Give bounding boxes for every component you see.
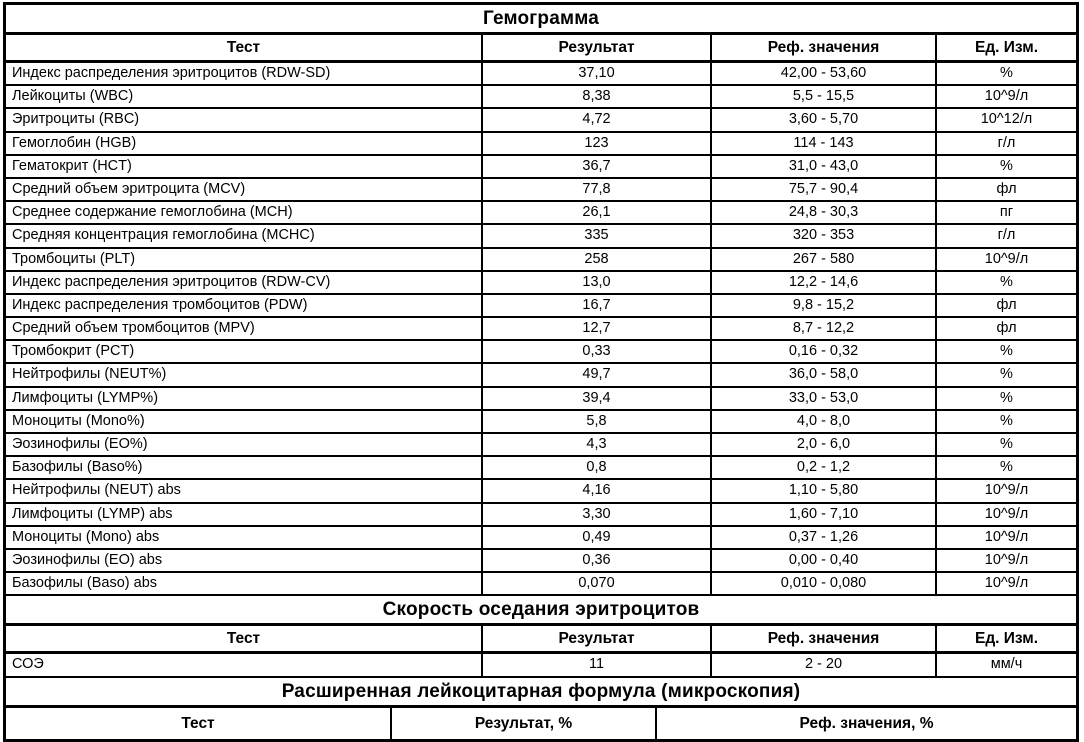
unit-cell: пг xyxy=(999,204,1014,221)
unit-cell: 10^12/л xyxy=(980,111,1033,128)
test-name-cell: Базофилы (Baso%) xyxy=(6,457,483,478)
table-row xyxy=(6,654,1076,677)
ref-range-cell: 114 - 143 xyxy=(712,133,937,154)
table-row xyxy=(6,179,1076,202)
table-row xyxy=(6,480,1076,503)
ref-range-cell: 0,37 - 1,26 xyxy=(712,527,937,548)
table-row xyxy=(6,573,1076,596)
test-name-cell: Индекс распределения эритроцитов (RDW-SD) xyxy=(6,63,483,84)
ref-range-cell: 36,0 - 58,0 xyxy=(712,364,937,385)
column-header: Тест xyxy=(6,708,392,739)
table-row xyxy=(6,295,1076,318)
unit-cell: % xyxy=(1000,412,1013,429)
ref-range-cell: 3,60 - 5,70 xyxy=(712,109,937,130)
section-title-hemogram: Гемограмма xyxy=(6,5,1076,35)
test-name-cell: Средний объем эритроцита (MCV) xyxy=(6,179,483,200)
column-header: Ед. Изм. xyxy=(974,39,1039,56)
table-row xyxy=(6,318,1076,341)
ref-range-cell: 42,00 - 53,60 xyxy=(712,63,937,84)
ref-range-cell: 33,0 - 53,0 xyxy=(712,388,937,409)
ref-range-cell: 0,16 - 0,32 xyxy=(712,341,937,362)
result-cell: 13,0 xyxy=(483,272,712,293)
table-row xyxy=(6,341,1076,364)
unit-cell: фл xyxy=(996,296,1017,313)
column-header: Реф. значения, % xyxy=(799,714,934,732)
ref-range-cell: 0,00 - 0,40 xyxy=(712,550,937,571)
column-header: Реф. значения xyxy=(712,626,937,651)
ref-range-cell: 267 - 580 xyxy=(712,249,937,270)
test-name-cell: Нейтрофилы (NEUT%) xyxy=(6,364,483,385)
section-hemogram xyxy=(6,5,1076,596)
result-cell: 3,30 xyxy=(483,504,712,525)
unit-cell: % xyxy=(1000,65,1013,81)
table-row xyxy=(6,109,1076,132)
test-name-cell: Тромбоциты (PLT) xyxy=(6,249,483,270)
unit-cell: г/л xyxy=(997,227,1016,244)
table-row xyxy=(6,156,1076,179)
table-row xyxy=(6,63,1076,86)
result-cell: 37,10 xyxy=(483,63,712,84)
unit-cell: % xyxy=(1000,273,1013,290)
table-row xyxy=(6,364,1076,387)
ref-range-cell: 2,0 - 6,0 xyxy=(712,434,937,455)
test-name-cell: Лимфоциты (LYMP%) xyxy=(6,388,483,409)
test-name-cell: Среднее содержание гемоглобина (MCH) xyxy=(6,202,483,223)
unit-cell: 10^9/л xyxy=(984,482,1029,499)
test-name-cell: Эозинофилы (EO%) xyxy=(6,434,483,455)
unit-cell: фл xyxy=(996,320,1017,337)
section-leukocyte-formula xyxy=(6,678,1076,739)
table-row xyxy=(6,86,1076,109)
table-row xyxy=(6,133,1076,156)
test-name-cell: Эозинофилы (EO) abs xyxy=(6,550,483,571)
unit-cell: мм/ч xyxy=(990,656,1023,673)
section-title-leukocyte-formula: Расширенная лейкоцитарная формула (микроскопия) xyxy=(6,678,1076,708)
result-cell: 39,4 xyxy=(483,388,712,409)
column-header: Тест xyxy=(6,626,483,651)
unit-cell: фл xyxy=(996,180,1017,197)
column-header: Ед. Изм. xyxy=(974,630,1039,648)
unit-cell: 10^9/л xyxy=(984,528,1029,545)
test-name-cell: Индекс распределения тромбоцитов (PDW) xyxy=(6,295,483,316)
unit-cell: % xyxy=(1000,157,1013,174)
table-row xyxy=(6,527,1076,550)
unit-cell: 10^9/л xyxy=(984,551,1029,568)
section-title-esr: Скорость оседания эритроцитов xyxy=(6,596,1076,626)
result-cell: 5,8 xyxy=(483,411,712,432)
column-header: Результат xyxy=(483,35,712,60)
ref-range-cell: 0,010 - 0,080 xyxy=(712,573,937,594)
table-row xyxy=(6,434,1076,457)
table-row xyxy=(6,272,1076,295)
rows-container xyxy=(6,63,1076,596)
result-cell: 11 xyxy=(483,654,712,675)
ref-range-cell: 4,0 - 8,0 xyxy=(712,411,937,432)
result-cell: 12,7 xyxy=(483,318,712,339)
result-cell: 8,38 xyxy=(483,86,712,107)
ref-range-cell: 75,7 - 90,4 xyxy=(712,179,937,200)
result-cell: 258 xyxy=(483,249,712,270)
table-row xyxy=(6,225,1076,248)
unit-cell: г/л xyxy=(997,134,1016,151)
result-cell: 77,8 xyxy=(483,179,712,200)
ref-range-cell: 1,10 - 5,80 xyxy=(712,480,937,501)
table-row xyxy=(6,202,1076,225)
test-name-cell: Тромбокрит (PCT) xyxy=(6,341,483,362)
ref-range-cell: 31,0 - 43,0 xyxy=(712,156,937,177)
table-row xyxy=(6,504,1076,527)
column-header: Результат, % xyxy=(392,708,657,739)
test-name-cell: Моноциты (Mono%) xyxy=(6,411,483,432)
column-header: Тест xyxy=(6,35,483,60)
result-cell: 0,070 xyxy=(483,573,712,594)
test-name-cell: Базофилы (Baso) abs xyxy=(6,573,483,594)
unit-cell: 10^9/л xyxy=(984,88,1029,105)
result-cell: 123 xyxy=(483,133,712,154)
table-row xyxy=(6,457,1076,480)
result-cell: 49,7 xyxy=(483,364,712,385)
test-name-cell: Лимфоциты (LYMP) abs xyxy=(6,504,483,525)
ref-range-cell: 5,5 - 15,5 xyxy=(712,86,937,107)
unit-cell: 10^9/л xyxy=(984,505,1029,522)
result-cell: 16,7 xyxy=(483,295,712,316)
lab-report-table xyxy=(3,2,1079,742)
result-cell: 0,8 xyxy=(483,457,712,478)
ref-range-cell: 8,7 - 12,2 xyxy=(712,318,937,339)
table-row xyxy=(6,411,1076,434)
ref-range-cell: 1,60 - 7,10 xyxy=(712,504,937,525)
header-row xyxy=(6,35,1076,63)
unit-cell: % xyxy=(1000,436,1013,452)
result-cell: 0,33 xyxy=(483,341,712,362)
test-name-cell: Средний объем тромбоцитов (MPV) xyxy=(6,318,483,339)
result-cell: 0,49 xyxy=(483,527,712,548)
result-cell: 4,16 xyxy=(483,480,712,501)
ref-range-cell: 2 - 20 xyxy=(712,654,937,675)
result-cell: 26,1 xyxy=(483,202,712,223)
test-name-cell: Моноциты (Mono) abs xyxy=(6,527,483,548)
section-esr xyxy=(6,596,1076,677)
test-name-cell: СОЭ xyxy=(6,654,483,675)
test-name-cell: Эритроциты (RBC) xyxy=(6,109,483,130)
result-cell: 4,3 xyxy=(483,434,712,455)
unit-cell: % xyxy=(1000,343,1013,360)
unit-cell: % xyxy=(1000,389,1013,406)
test-name-cell: Индекс распределения эритроцитов (RDW-CV) xyxy=(6,272,483,293)
table-row xyxy=(6,388,1076,411)
table-row xyxy=(6,249,1076,272)
result-cell: 36,7 xyxy=(483,156,712,177)
ref-range-cell: 0,2 - 1,2 xyxy=(712,457,937,478)
table-row xyxy=(6,550,1076,573)
test-name-cell: Нейтрофилы (NEUT) abs xyxy=(6,480,483,501)
ref-range-cell: 24,8 - 30,3 xyxy=(712,202,937,223)
ref-range-cell: 12,2 - 14,6 xyxy=(712,272,937,293)
ref-range-cell: 9,8 - 15,2 xyxy=(712,295,937,316)
unit-cell: % xyxy=(1000,366,1013,383)
result-cell: 335 xyxy=(483,225,712,246)
column-header: Реф. значения xyxy=(712,35,937,60)
test-name-cell: Средняя концентрация гемоглобина (MCHC) xyxy=(6,225,483,246)
ref-range-cell: 320 - 353 xyxy=(712,225,937,246)
unit-cell: 10^9/л xyxy=(984,250,1029,267)
unit-cell: 10^9/л xyxy=(984,575,1029,592)
header-row xyxy=(6,626,1076,654)
header-row xyxy=(6,708,1076,739)
column-header: Результат xyxy=(483,626,712,651)
unit-cell: % xyxy=(1000,459,1013,476)
test-name-cell: Лейкоциты (WBC) xyxy=(6,86,483,107)
result-cell: 4,72 xyxy=(483,109,712,130)
test-name-cell: Гемоглобин (HGB) xyxy=(6,133,483,154)
rows-container xyxy=(6,654,1076,677)
result-cell: 0,36 xyxy=(483,550,712,571)
test-name-cell: Гематокрит (HCT) xyxy=(6,156,483,177)
